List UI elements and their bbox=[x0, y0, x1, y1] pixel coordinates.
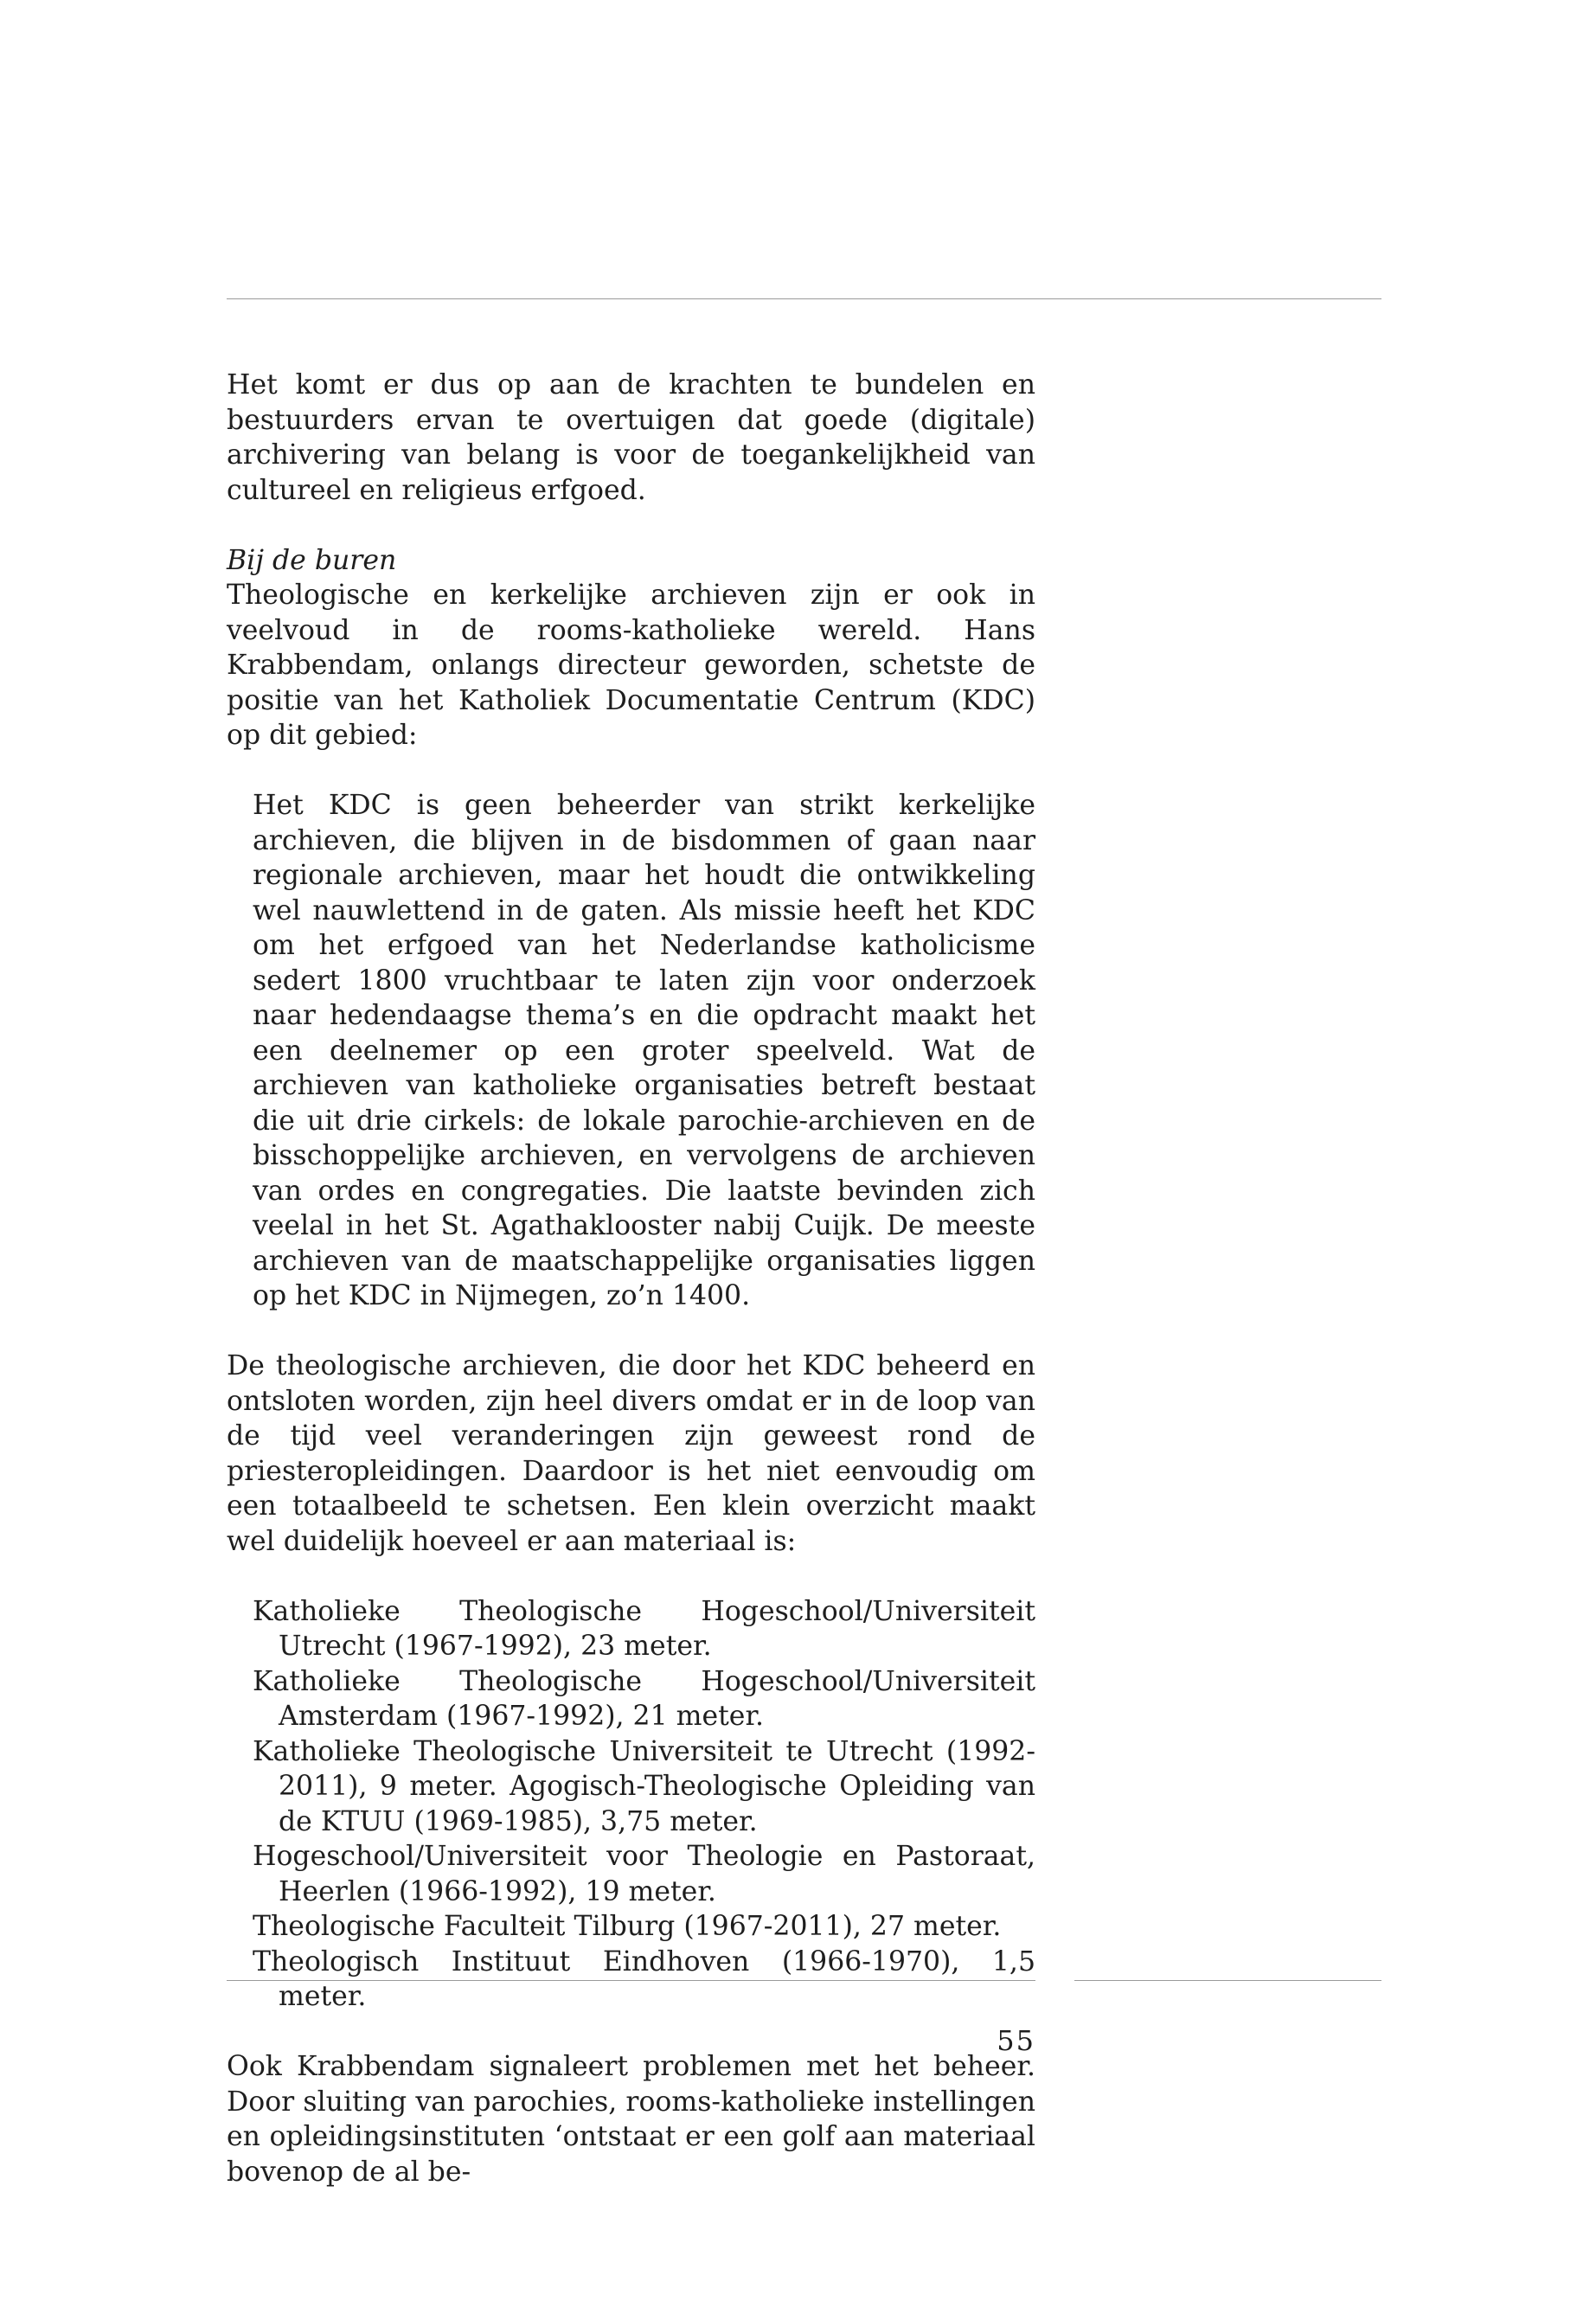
list-item: Katholieke Theologische Hogeschool/Universiteit Amsterdam (1967-1992), 21 meter. bbox=[253, 1665, 1035, 1732]
intro-paragraph: Het komt er dus op aan de krachten te bundelen en bestuurders ervan te overtuigen dat goede (digitale) archivering van belang is voor de toegankelijkheid van cultureel en religieus erfgoed. bbox=[227, 369, 1035, 506]
section-heading: Bij de buren bbox=[227, 544, 397, 576]
list-item: Katholieke Theologische Universiteit te Utrecht (1992-2011), 9 meter. Agogisch-Theologische Opleiding van de KTUU (1969-1985), 3,75 meter. bbox=[253, 1735, 1035, 1837]
theology-intro-paragraph: De theologische archieven, die door het KDC beheerd en ontsloten worden, zijn heel divers omdat er in de loop van de tijd veel veranderingen zijn geweest rond de priesteropleidingen. Daardoor is het niet eenvoudig om een totaalbeeld te schetsen. Een klein overzicht maakt wel duidelijk hoeveel er aan materiaal is: bbox=[227, 1350, 1035, 1557]
bottom-rule bbox=[227, 1980, 1035, 1981]
page-number: 55 bbox=[997, 2024, 1035, 2057]
closing-paragraph: Ook Krabbendam signaleert problemen met het beheer. Door sluiting van parochies, rooms-katholieke instellingen en opleidingsinstituten ‘ontstaat er een golf aan materiaal bovenop de al be- bbox=[227, 2051, 1035, 2188]
block-quote: Het KDC is geen beheerder van strikt kerkelijke archieven, die blijven in de bisdommen of gaan naar regionale archieven, maar het houdt die ontwikkeling wel nauwlettend in de gaten. Als missie heeft het KDC om het erfgoed van het Nederlandse katholicisme sedert 1800 vruchtbaar te laten zijn voor onderzoek naar hedendaagse thema’s en die opdracht maakt het een deelnemer op een groter speelveld. Wat de archieven van katholieke organisaties betreft bestaat die uit drie cirkels: de lokale parochie-archieven en de bisschoppelijke archieven, en vervolgens de archieven van ordes en congregaties. Die laatste bevinden zich veelal in het St. Agathaklooster nabij Cuijk. De meeste archieven van de maatschappelijke organisaties liggen op het KDC in Nijmegen, zo’n 1400. bbox=[253, 790, 1035, 1311]
top-rule bbox=[227, 298, 1381, 299]
section-intro-paragraph: Theologische en kerkelijke archieven zijn er ook in veelvoud in de rooms-katholieke wereld. Hans Krabbendam, onlangs directeur geworden, schetste de positie van het Katholiek Documentatie Centrum (KDC) op dit gebied: bbox=[227, 580, 1035, 751]
main-text-column bbox=[227, 368, 1035, 2189]
archive-list bbox=[253, 1594, 1035, 2015]
list-item: Theologisch Instituut Eindhoven (1966-1970), 1,5 meter. bbox=[253, 1945, 1035, 2012]
list-item: Katholieke Theologische Hogeschool/Universiteit Utrecht (1967-1992), 23 meter. bbox=[253, 1595, 1035, 1662]
list-item: Hogeschool/Universiteit voor Theologie en Pastoraat, Heerlen (1966-1992), 19 meter. bbox=[253, 1841, 1035, 1907]
list-item: Theologische Faculteit Tilburg (1967-2011), 27 meter. bbox=[253, 1911, 1002, 1942]
bottom-margin-rule bbox=[1074, 1980, 1381, 1981]
